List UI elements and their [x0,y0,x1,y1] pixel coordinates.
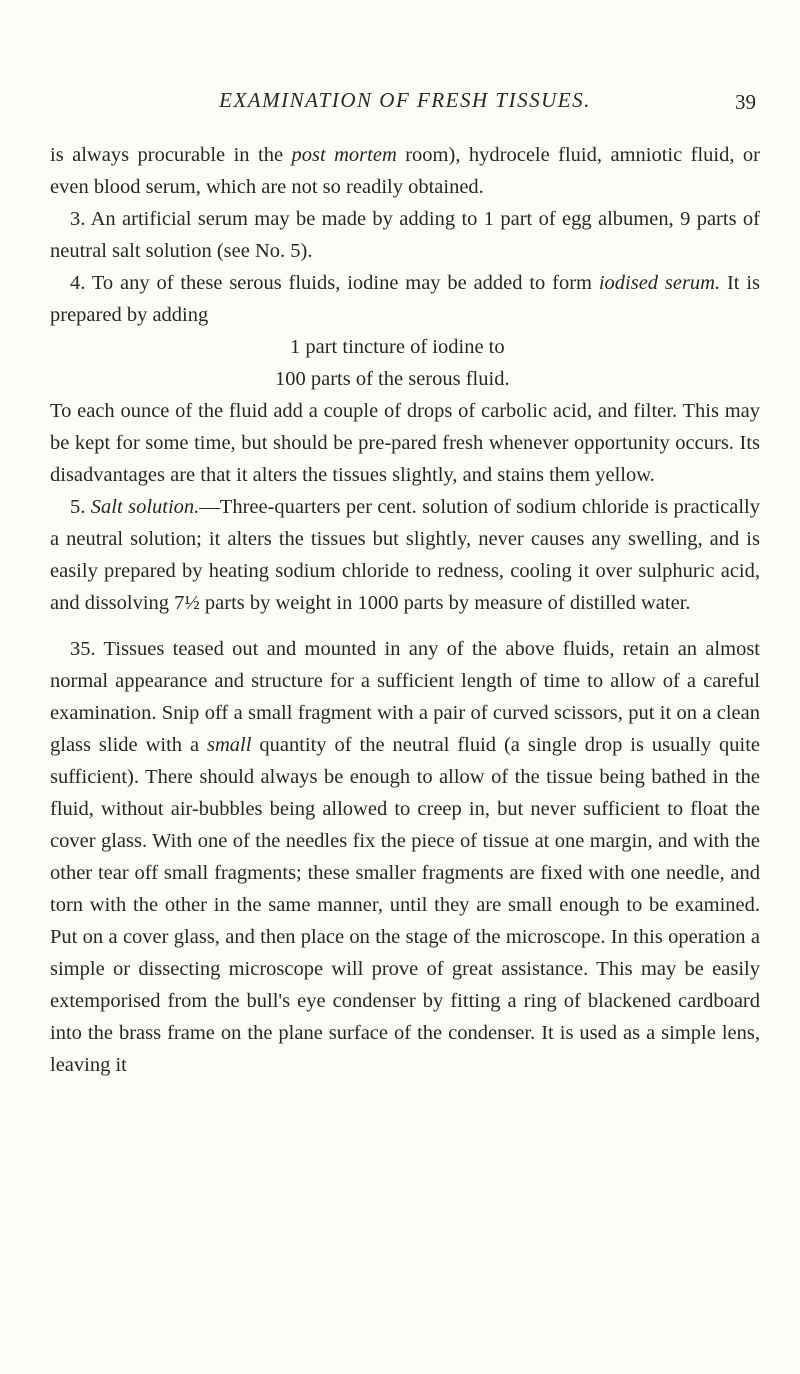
page-header [50,86,760,126]
p6-text-b: quantity of the neutral fluid (a single drop is usually quite sufficient). There should always be enough to allow of the tissue being bathed in the fluid, without air-bubbles being allowed to creep in, but never sufficient to float the cover glass. With one of the needles fix the piece of tissue at one margin, and with the other tear off small fragments; these smaller fragments are fixed with one needle, and torn with the other in the same manner, until they are small enough to be examined. Put on a cover glass, and then place on the stage of the microscope. In this operation a simple or dissecting microscope will prove of great assistance. This may be easily extemporised from the bull's eye condenser by fitting a ring of blackened cardboard into the brass frame on the plane surface of the condenser. It is used as a simple lens, leaving it [50,734,760,1076]
small-term: small [207,734,252,756]
p3-text-a: 4. To any of these serous fluids, iodine may be added to form [70,272,599,294]
paragraph-section-35 [50,633,760,1081]
p1-text: is always procurable in the post mortem room), hydrocele fluid, amniotic fluid, or even blood serum, which are not so readily obtained. [50,144,761,198]
p5-number: 5. [70,496,91,518]
paragraph-continuation [50,139,760,203]
formula-line-2: 100 parts of the serous fluid. [275,368,510,390]
book-page [50,0,760,1374]
paragraph-carbolic: To each ounce of the fluid add a couple of drops of carbolic acid, and filter. This may be kept for some time, but should be pre-pared fresh whenever opportunity occurs. Its disadvantages are that it alters the tissues slightly, and stains them yellow. [50,400,760,486]
paragraph-artificial-serum: 3. An artificial serum may be made by adding to 1 part of egg albumen, 9 parts of neutral salt solution (see No. 5). [50,208,760,262]
formula-line-1: 1 part tincture of iodine to [290,336,505,358]
page-number: 39 [735,90,756,114]
post-mortem-term: post mortem [291,144,397,166]
iodised-serum-term: iodised serum. [598,272,721,294]
p6-text-a: 35. Tissues teased out and mounted in any of the above fluids, retain an almost normal appearance and structure for a sufficient length of time to allow of a careful examination. Snip off a small fragment with a pair of curved scissors, put it on a clean glass slide with a [50,638,760,756]
salt-solution-term: Salt solution. [90,496,200,518]
p5-text: —Three-quarters per cent. solution of sodium chloride is practically a neutral solution; it alters the tissues but slightly, never causes any swelling, and is easily prepared by heating sodium chloride to redness, cooling it over sulphuric acid, and dissolving 7½ parts by weight in 1000 parts by measure of distilled water. [50,496,761,614]
running-head: EXAMINATION OF FRESH TISSUES. [219,88,591,112]
paragraph-iodised-serum [50,267,760,331]
paragraph-salt-solution [50,491,760,619]
body-text [50,139,760,1081]
p3-text-b: It is prepared by adding [50,272,760,326]
